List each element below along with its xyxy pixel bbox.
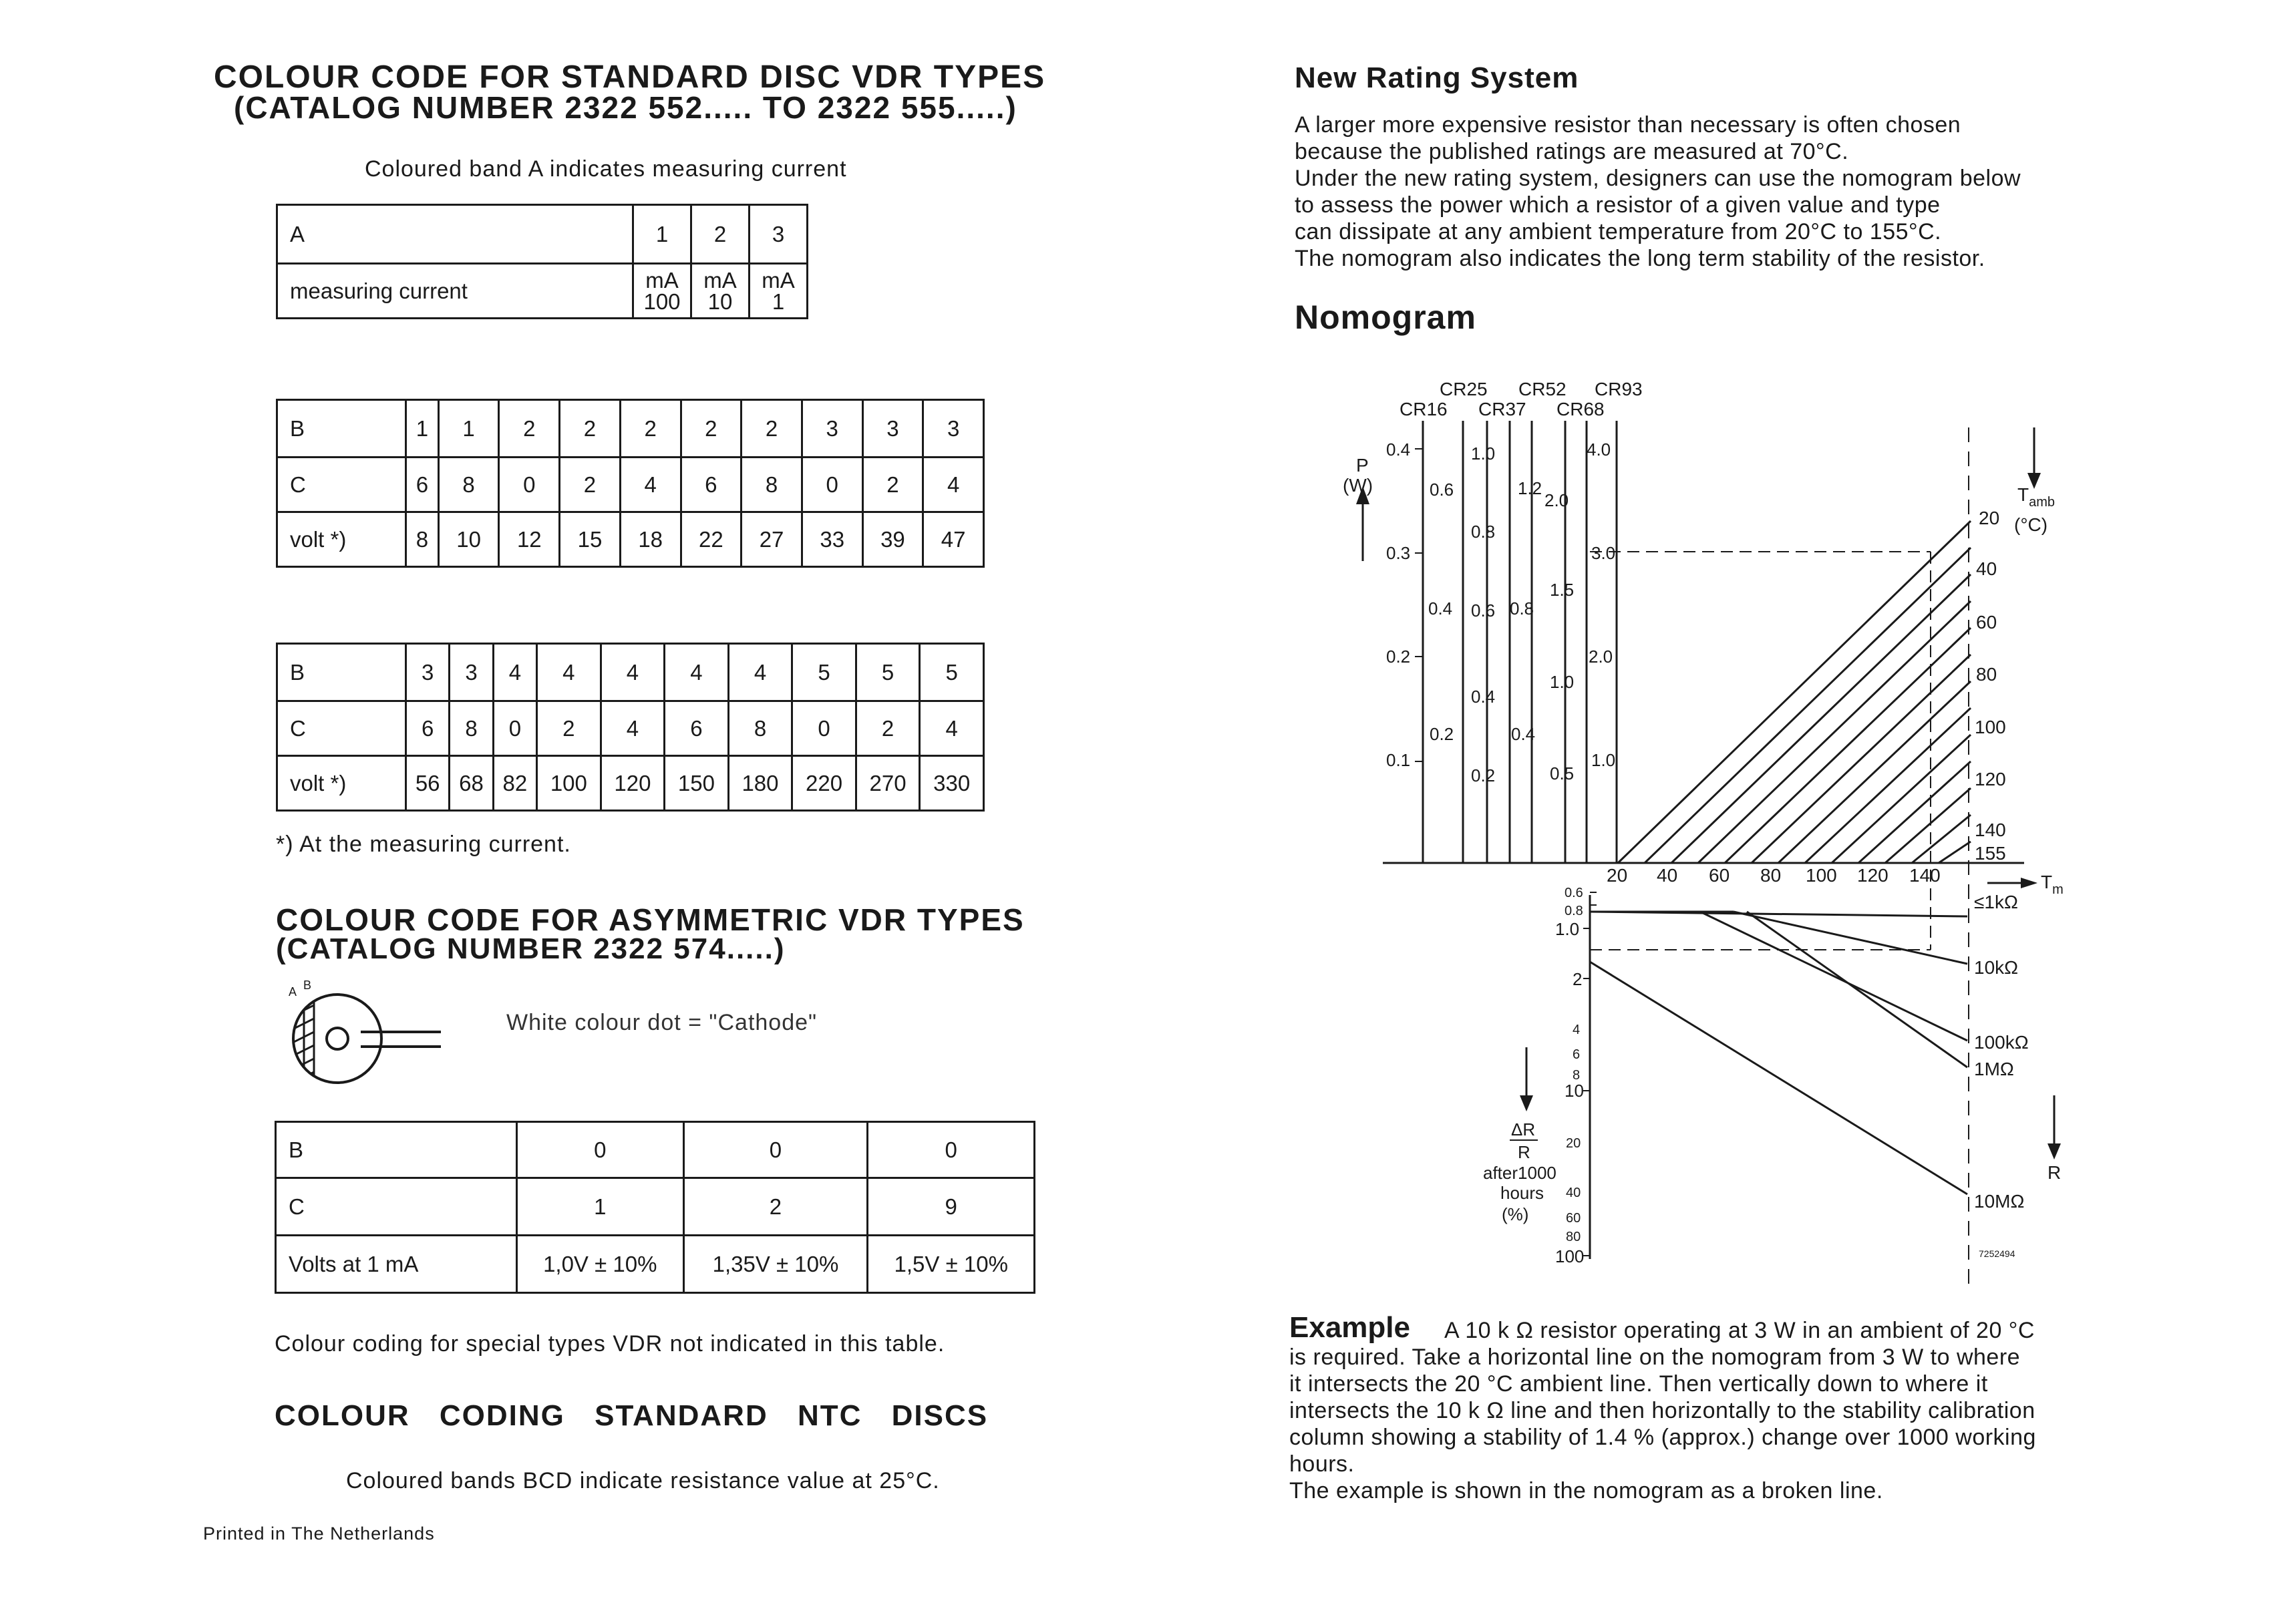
table-cell: 1,35V ± 10% xyxy=(683,1236,868,1293)
p-axis-label: P xyxy=(1356,455,1369,476)
tamb-label: $T_{amb}$ xyxy=(2017,484,2056,510)
table-cell: 1 xyxy=(406,400,439,458)
cr52-tick: 1.5 xyxy=(1550,580,1575,600)
table-a-row-label: A xyxy=(277,205,633,264)
tamb-tick: 20 xyxy=(1979,508,2000,528)
vdr-title-line2: (CATALOG NUMBER 2322 552..... TO 2322 555.....) xyxy=(234,90,1017,125)
example-line: hours. xyxy=(1289,1451,1355,1477)
table-cell: 1,5V ± 10% xyxy=(868,1236,1035,1293)
table-cell: 0 xyxy=(499,458,560,512)
table-cell: 18 xyxy=(620,512,681,567)
table-cell: 4 xyxy=(923,458,984,512)
type-label-cr52: CR52 xyxy=(1518,379,1567,399)
type-label-cr16: CR16 xyxy=(1400,399,1448,419)
cr37-tick: 1.2 xyxy=(1518,478,1542,498)
table-cell: 6 xyxy=(665,701,729,756)
tm-tick: 60 xyxy=(1709,865,1730,886)
stability-tick: 10 xyxy=(1565,1081,1584,1101)
example-line: A 10 k Ω resistor operating at 3 W in an ambient of 20 °C xyxy=(1444,1318,2035,1343)
vdr-disc-diagram xyxy=(274,972,461,1085)
vdr-title-line1: COLOUR CODE FOR STANDARD DISC VDR TYPES xyxy=(214,59,1046,95)
table-cell: 3 xyxy=(450,644,493,701)
table-cell: 2 xyxy=(856,701,920,756)
cr25-tick: 0.6 xyxy=(1471,600,1496,620)
stability-tick: 2 xyxy=(1573,969,1583,989)
asym-title-line1: COLOUR CODE FOR ASYMMETRIC VDR TYPES xyxy=(276,902,1025,937)
table-cell: 47 xyxy=(923,512,984,567)
table-cell: 27 xyxy=(742,512,802,567)
example-line: intersects the 10 k Ω line and then horizontally to the stability calibration xyxy=(1289,1398,2035,1423)
table-cell: 2 xyxy=(499,400,560,458)
cathode-note: White colour dot = "Cathode" xyxy=(506,1010,818,1035)
r-axis-label: R xyxy=(2047,1162,2062,1183)
table-cell: 4 xyxy=(601,701,665,756)
table-cell: 2 xyxy=(691,205,750,264)
stability-tick: 40 xyxy=(1566,1186,1581,1200)
type-label-cr37: CR37 xyxy=(1478,399,1526,419)
table-cell: 4 xyxy=(665,644,729,701)
p-tick: 0.1 xyxy=(1386,750,1411,770)
table-cell: 120 xyxy=(601,756,665,811)
cr37-tick: 0.4 xyxy=(1511,724,1536,744)
dr-after: after1000 xyxy=(1483,1163,1556,1183)
stability-tick: 0.6 xyxy=(1565,886,1583,900)
table-row-label: B xyxy=(277,400,406,458)
stability-tick: 0.8 xyxy=(1565,904,1583,918)
table-a-row-label: measuring current xyxy=(277,264,633,319)
table-cell: 220 xyxy=(792,756,856,811)
table-cell: 4 xyxy=(601,644,665,701)
tm-tick: 40 xyxy=(1657,865,1678,886)
tm-tick: 100 xyxy=(1806,865,1837,886)
table-cell: 82 xyxy=(493,756,536,811)
example-paragraph xyxy=(1289,1317,2104,1504)
drawing-code: 7252494 xyxy=(1979,1248,2015,1259)
table-cell: 0 xyxy=(802,458,862,512)
table-cell: 8 xyxy=(728,701,792,756)
tm-tick: 20 xyxy=(1607,865,1628,886)
tm-tick: 120 xyxy=(1857,865,1889,886)
table-cell: 3 xyxy=(750,205,808,264)
example-line: The example is shown in the nomogram as a broken line. xyxy=(1289,1478,1883,1503)
table-cell: mA 100 xyxy=(633,264,691,319)
stability-tick: 4 xyxy=(1573,1023,1581,1037)
table-cell: mA 1 xyxy=(750,264,808,319)
cr25-tick: 1.0 xyxy=(1471,443,1496,464)
bcd-caption: Coloured bands BCD indicate resistance value at 25°C. xyxy=(346,1468,940,1493)
cr68-tick: 3.0 xyxy=(1591,543,1616,563)
tm-tick: 80 xyxy=(1760,865,1782,886)
table-cell: 8 xyxy=(742,458,802,512)
table-cell: 4 xyxy=(537,644,601,701)
table-cell: 5 xyxy=(920,644,984,701)
tamb-tick: 120 xyxy=(1975,769,2006,789)
printed-in: Printed in The Netherlands xyxy=(203,1524,435,1544)
table-row-label: C xyxy=(277,701,406,756)
tamb-tick: 80 xyxy=(1976,664,1997,685)
table-cell: 2 xyxy=(537,701,601,756)
table-cell: 5 xyxy=(856,644,920,701)
table-cell: 3 xyxy=(406,644,450,701)
table-cell: 8 xyxy=(438,458,499,512)
table-cell: 6 xyxy=(681,458,742,512)
cr16-tick: 0.2 xyxy=(1430,724,1454,744)
table-cell: 39 xyxy=(862,512,923,567)
table-cell: 270 xyxy=(856,756,920,811)
type-label-cr25: CR25 xyxy=(1440,379,1488,399)
cr16-tick: 0.6 xyxy=(1430,480,1454,500)
cr25-tick: 0.2 xyxy=(1471,765,1496,785)
cr93-tick: 4.0 xyxy=(1587,439,1611,460)
stability-tick: 100 xyxy=(1555,1246,1585,1266)
disc-label-a: A xyxy=(289,985,297,999)
voltage-code-table-1 xyxy=(276,399,985,568)
stability-tick: 1.0 xyxy=(1555,919,1580,939)
table-cell: 0 xyxy=(493,701,536,756)
example-line: it intersects the 20 °C ambient line. Then vertically down to where it xyxy=(1289,1371,1988,1397)
table-cell: 4 xyxy=(728,644,792,701)
table-cell: 2 xyxy=(560,400,621,458)
tamb-tick: 40 xyxy=(1976,558,1997,579)
asymmetric-table xyxy=(275,1121,1035,1294)
rating-line: Under the new rating system, designers can use the nomogram below xyxy=(1295,166,2021,191)
table-cell: 15 xyxy=(560,512,621,567)
type-label-cr93: CR93 xyxy=(1595,379,1643,399)
table-cell: 3 xyxy=(802,400,862,458)
table-cell: 8 xyxy=(450,701,493,756)
table-row-label: volt *) xyxy=(277,756,406,811)
table-row-label: B xyxy=(277,644,406,701)
table-cell: 1 xyxy=(438,400,499,458)
table-cell: 12 xyxy=(499,512,560,567)
rating-title: New Rating System xyxy=(1295,61,1579,94)
tamb-tick: 60 xyxy=(1976,612,1997,633)
table-cell: 2 xyxy=(742,400,802,458)
resistance-label: 1MΩ xyxy=(1974,1059,2014,1079)
rating-line: because the published ratings are measured at 70°C. xyxy=(1295,139,1849,164)
table-cell: 2 xyxy=(681,400,742,458)
table-cell: mA 10 xyxy=(691,264,750,319)
dr-unit: (%) xyxy=(1502,1204,1529,1224)
table-cell: 8 xyxy=(406,512,439,567)
table-cell: 56 xyxy=(406,756,450,811)
band-a-caption: Coloured band A indicates measuring current xyxy=(365,156,847,182)
dr-hours: hours xyxy=(1500,1183,1544,1203)
table-cell: 2 xyxy=(683,1178,868,1236)
table-row-label: Volts at 1 mA xyxy=(276,1236,517,1293)
resistance-label: ≤1kΩ xyxy=(1974,892,2018,912)
table-cell: 3 xyxy=(923,400,984,458)
table-row-label: C xyxy=(277,458,406,512)
example-line: column showing a stability of 1.4 % (approx.) change over 1000 working xyxy=(1289,1425,2036,1450)
resistance-label: 10MΩ xyxy=(1974,1191,2025,1212)
cr52-tick: 1.0 xyxy=(1550,672,1575,692)
table-cell: 10 xyxy=(438,512,499,567)
disc-label-b: B xyxy=(303,978,312,992)
tm-label: $T_m$ xyxy=(2041,872,2064,897)
tm-tick: 140 xyxy=(1909,865,1941,886)
tamb-unit: (°C) xyxy=(2014,514,2048,535)
rating-line: A larger more expensive resistor than necessary is often chosen xyxy=(1295,112,1961,138)
table-cell: 1,0V ± 10% xyxy=(517,1236,684,1293)
stability-tick: 60 xyxy=(1566,1211,1581,1226)
cr68-tick: 1.0 xyxy=(1591,750,1616,770)
table-row-label: C xyxy=(276,1178,517,1236)
table-cell: 4 xyxy=(920,701,984,756)
table-cell: 0 xyxy=(792,701,856,756)
stability-tick: 80 xyxy=(1566,1230,1581,1244)
p-tick: 0.3 xyxy=(1386,543,1411,563)
table-cell: 5 xyxy=(792,644,856,701)
rating-line: The nomogram also indicates the long term stability of the resistor. xyxy=(1295,246,1985,271)
cr25-tick: 0.4 xyxy=(1471,687,1496,707)
table-row-label: B xyxy=(276,1122,517,1178)
rating-line: to assess the power which a resistor of a given value and type xyxy=(1295,192,1941,218)
table-cell: 0 xyxy=(683,1122,868,1178)
table-cell: 0 xyxy=(517,1122,684,1178)
dr-numerator: ΔR xyxy=(1511,1119,1536,1139)
rating-paragraph xyxy=(1295,112,2021,272)
cr16-tick: 0.4 xyxy=(1428,598,1453,618)
footnote: *) At the measuring current. xyxy=(276,832,571,857)
asym-title-line2: (CATALOG NUMBER 2322 574.....) xyxy=(276,932,786,965)
voltage-code-table-2 xyxy=(276,643,985,812)
table-cell: 0 xyxy=(868,1122,1035,1178)
cr52-tick: 0.5 xyxy=(1550,763,1575,783)
table-cell: 100 xyxy=(537,756,601,811)
nomogram xyxy=(1329,361,2158,1296)
table-cell: 330 xyxy=(920,756,984,811)
table-cell: 22 xyxy=(681,512,742,567)
table-cell: 9 xyxy=(868,1178,1035,1236)
table-cell: 33 xyxy=(802,512,862,567)
tamb-tick: 140 xyxy=(1975,820,2006,840)
example-heading: Example xyxy=(1289,1311,1410,1344)
special-types-note: Colour coding for special types VDR not indicated in this table. xyxy=(275,1331,945,1357)
stability-tick: 6 xyxy=(1573,1047,1581,1062)
table-cell: 2 xyxy=(862,458,923,512)
table-cell: 3 xyxy=(862,400,923,458)
tamb-tick: 155 xyxy=(1975,843,2006,864)
table-cell: 1 xyxy=(633,205,691,264)
table-cell: 180 xyxy=(728,756,792,811)
stability-tick: 8 xyxy=(1573,1068,1581,1083)
tamb-tick: 100 xyxy=(1975,717,2006,737)
type-label-cr68: CR68 xyxy=(1556,399,1605,419)
table-cell: 6 xyxy=(406,458,439,512)
table-cell: 4 xyxy=(493,644,536,701)
example-line: is required. Take a horizontal line on the nomogram from 3 W to where xyxy=(1289,1345,2021,1370)
cr25-tick: 0.8 xyxy=(1471,522,1496,542)
p-tick: 0.2 xyxy=(1386,647,1411,667)
table-cell: 4 xyxy=(620,458,681,512)
table-cell: 2 xyxy=(560,458,621,512)
resistance-label: 10kΩ xyxy=(1974,957,2019,978)
table-cell: 2 xyxy=(620,400,681,458)
table-cell: 150 xyxy=(665,756,729,811)
nomogram-title: Nomogram xyxy=(1295,299,1476,336)
rating-line: can dissipate at any ambient temperature from 20°C to 155°C. xyxy=(1295,219,1942,244)
p-axis-unit: (W) xyxy=(1343,475,1373,496)
cr37-tick: 0.8 xyxy=(1510,598,1534,618)
table-row-label: volt *) xyxy=(277,512,406,567)
ntc-title: COLOUR CODING STANDARD NTC DISCS xyxy=(275,1399,989,1432)
dr-denominator: R xyxy=(1518,1142,1530,1162)
table-cell: 6 xyxy=(406,701,450,756)
stability-tick: 20 xyxy=(1566,1136,1581,1151)
cr52-tick: 2.0 xyxy=(1544,490,1569,510)
cr68-tick: 2.0 xyxy=(1589,647,1613,667)
table-cell: 68 xyxy=(450,756,493,811)
table-cell: 1 xyxy=(517,1178,684,1236)
p-tick: 0.4 xyxy=(1386,439,1411,460)
measuring-current-table xyxy=(276,204,808,319)
resistance-label: 100kΩ xyxy=(1974,1032,2029,1053)
